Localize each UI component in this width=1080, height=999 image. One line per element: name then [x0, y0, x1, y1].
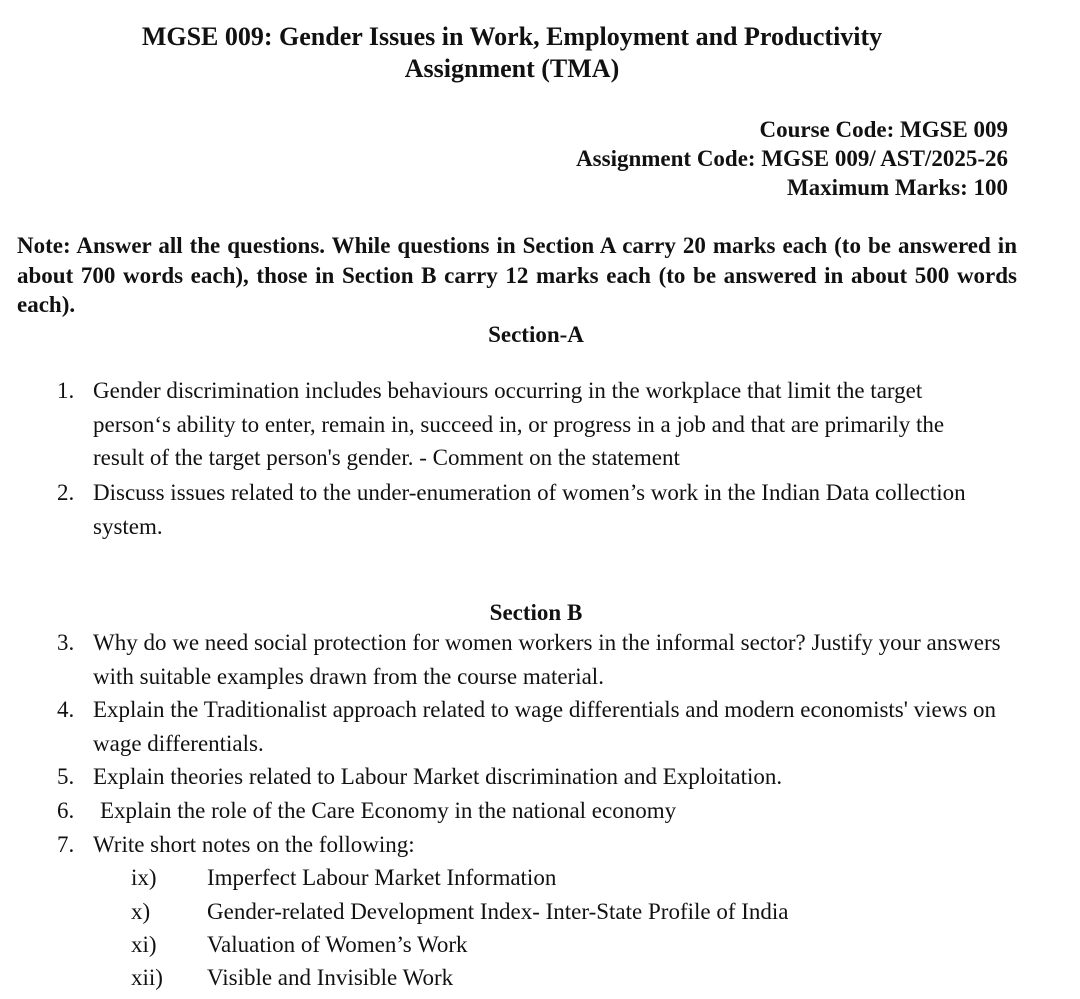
question-number: 1. [57, 378, 75, 403]
short-note-number: x) [131, 899, 151, 924]
instructions-note: Note: Answer all the questions. While questions in Section A carry 20 marks each (to be answered in about 700 words each), those in Section B carry 12 marks each (to be answered in about 500 words each). [17, 233, 1017, 317]
question-number: 4. [57, 697, 75, 722]
course-code: Course Code: MGSE 009 [759, 117, 1008, 142]
question-number: 2. [57, 480, 75, 505]
question-text: Explain theories related to Labour Market discrimination and Exploitation. [93, 764, 783, 789]
short-note-number: ix) [131, 865, 157, 890]
question-text: Discuss issues related to the under-enumeration of women’s work in the Indian Data collection system. [93, 480, 966, 539]
question-text: Write short notes on the following: [93, 832, 415, 857]
short-note-text: Visible and Invisible Work [207, 965, 454, 990]
short-note-text: Gender-related Development Index- Inter-State Profile of India [207, 899, 789, 924]
short-note-number: xii) [131, 965, 163, 990]
maximum-marks: Maximum Marks: 100 [786, 175, 1008, 200]
short-note-text: Imperfect Labour Market Information [207, 865, 557, 890]
assignment-code: Assignment Code: MGSE 009/ AST/2025-26 [576, 146, 1008, 171]
short-note-text: Valuation of Women’s Work [207, 932, 468, 957]
question-number: 7. [57, 832, 75, 857]
question-number: 3. [57, 630, 75, 655]
short-note-number: xi) [131, 932, 157, 957]
question-text: Gender discrimination includes behaviours occurring in the workplace that limit the target person‘s ability to enter, remain in, succeed in, or progress in a job and that are primarily the result of the target person's gender. - Comment on the statement [93, 378, 945, 470]
question-number: 5. [57, 764, 75, 789]
section-a-heading: Section-A [488, 322, 584, 347]
question-text: Explain the role of the Care Economy in the national economy [100, 798, 677, 823]
section-b-heading: Section B [489, 600, 583, 625]
question-text: Why do we need social protection for women workers in the informal sector? Justify your answers with suitable examples drawn from the course material. [93, 630, 1001, 689]
question-text: Explain the Traditionalist approach related to wage differentials and modern economists' views on wage differentials. [93, 697, 997, 756]
question-number: 6. [57, 798, 75, 823]
document-subtitle: Assignment (TMA) [404, 54, 620, 83]
document-title: MGSE 009: Gender Issues in Work, Employment and Productivity [141, 22, 883, 51]
